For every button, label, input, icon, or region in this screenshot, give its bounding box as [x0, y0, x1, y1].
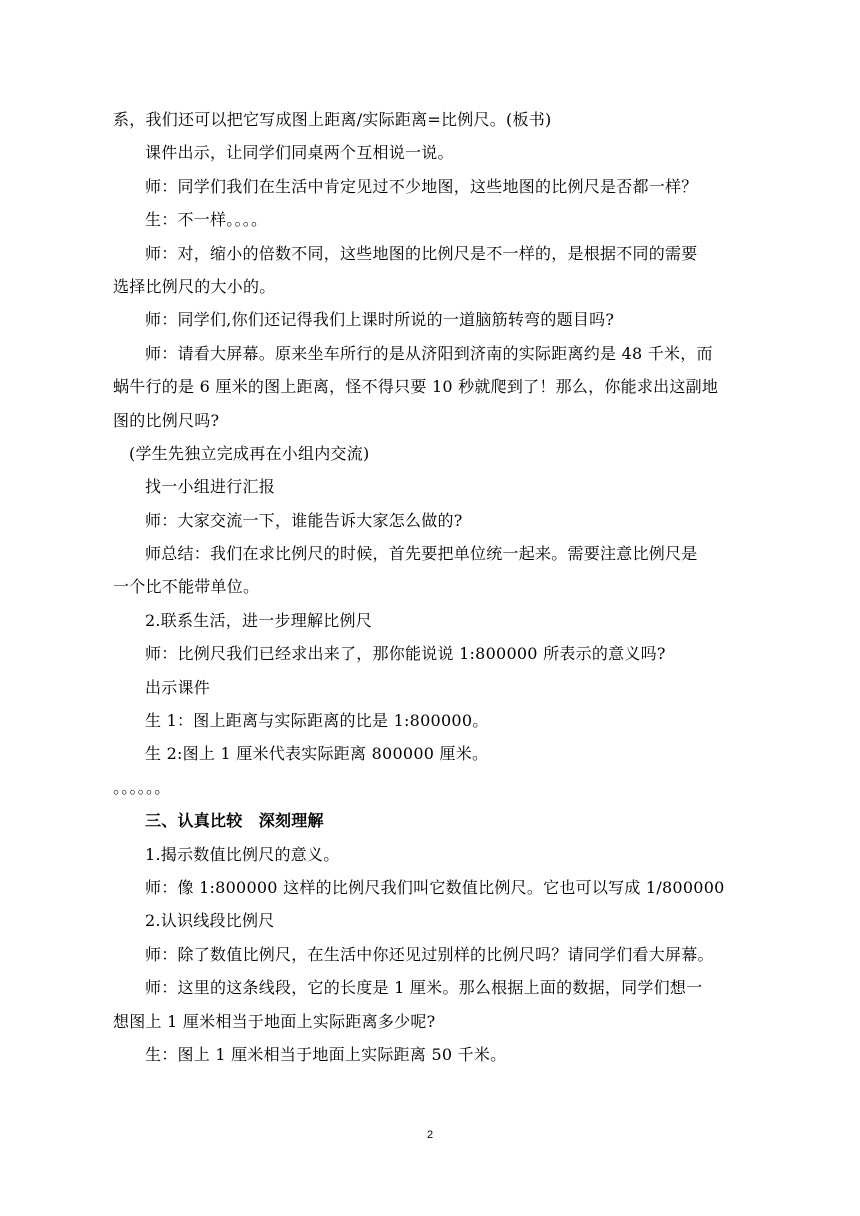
text-line: (学生先独立完成再在小组内交流)	[129, 443, 370, 463]
text-line: 找一小组进行汇报	[145, 477, 276, 497]
text-line: 师：同学们,你们还记得我们上课时所说的一道脑筋转弯的题目吗?	[145, 310, 615, 330]
text-line: 2.联系生活，进一步理解比例尺	[145, 610, 373, 630]
text-line: 师：请看大屏幕。原来坐车所行的是从济阳到济南的实际距离约是 48 千米，而	[145, 343, 713, 363]
text-line: 生 2:图上 1 厘米代表实际距离 800000 厘米。	[145, 744, 489, 764]
text-line: 选择比例尺的大小的。	[113, 276, 276, 296]
section-heading: 三、认真比较 深刻理解	[145, 811, 324, 831]
text-line: 课件出示，让同学们同桌两个互相说一说。	[145, 143, 454, 163]
page-number: 2	[426, 1129, 434, 1141]
text-line: 2.认识线段比例尺	[145, 911, 275, 931]
text-line: 蜗牛行的是 6 厘米的图上距离，怪不得只要 10 秒就爬到了！那么，你能求出这副地	[113, 377, 719, 397]
body-text	[113, 103, 747, 1071]
text-line: 一个比不能带单位。	[113, 577, 260, 597]
text-line: 师：对，缩小的倍数不同，这些地图的比例尺是不一样的，是根据不同的需要	[145, 243, 698, 263]
text-line: 师：像 1:800000 这样的比例尺我们叫它数值比例尺。它也可以写成 1/800000	[145, 877, 725, 897]
text-line: 1.揭示数值比例尺的意义。	[145, 844, 340, 864]
text-line: 生：不一样。。。。	[145, 210, 268, 230]
text-line: 师：大家交流一下，谁能告诉大家怎么做的?	[145, 510, 463, 530]
text-line: 想图上 1 厘米相当于地面上实际距离多少呢?	[113, 1011, 436, 1031]
text-line: 。。。。。。	[113, 777, 171, 797]
text-line: 师总结：我们在求比例尺的时候，首先要把单位统一起来。需要注意比例尺是	[145, 544, 698, 564]
text-line: 图的比例尺吗?	[113, 410, 220, 430]
text-line: 师：同学们我们在生活中肯定见过不少地图，这些地图的比例尺是否都一样？	[145, 176, 698, 196]
text-line: 师：这里的这条线段，它的长度是 1 厘米。那么根据上面的数据，同学们想一	[145, 978, 703, 998]
text-line: 系，我们还可以把它写成图上距离/实际距离=比例尺。(板书)	[113, 110, 552, 129]
text-line: 生：图上 1 厘米相当于地面上实际距离 50 千米。	[145, 1044, 507, 1064]
text-line: 生 1：图上距离与实际距离的比是 1:800000。	[145, 711, 489, 731]
text-line: 师：比例尺我们已经求出来了，那你能说说 1:800000 所表示的意义吗?	[145, 644, 666, 664]
text-line: 师：除了数值比例尺，在生活中你还见过别样的比例尺吗？请同学们看大屏幕。	[145, 944, 714, 964]
text-line: 出示课件	[145, 677, 211, 697]
